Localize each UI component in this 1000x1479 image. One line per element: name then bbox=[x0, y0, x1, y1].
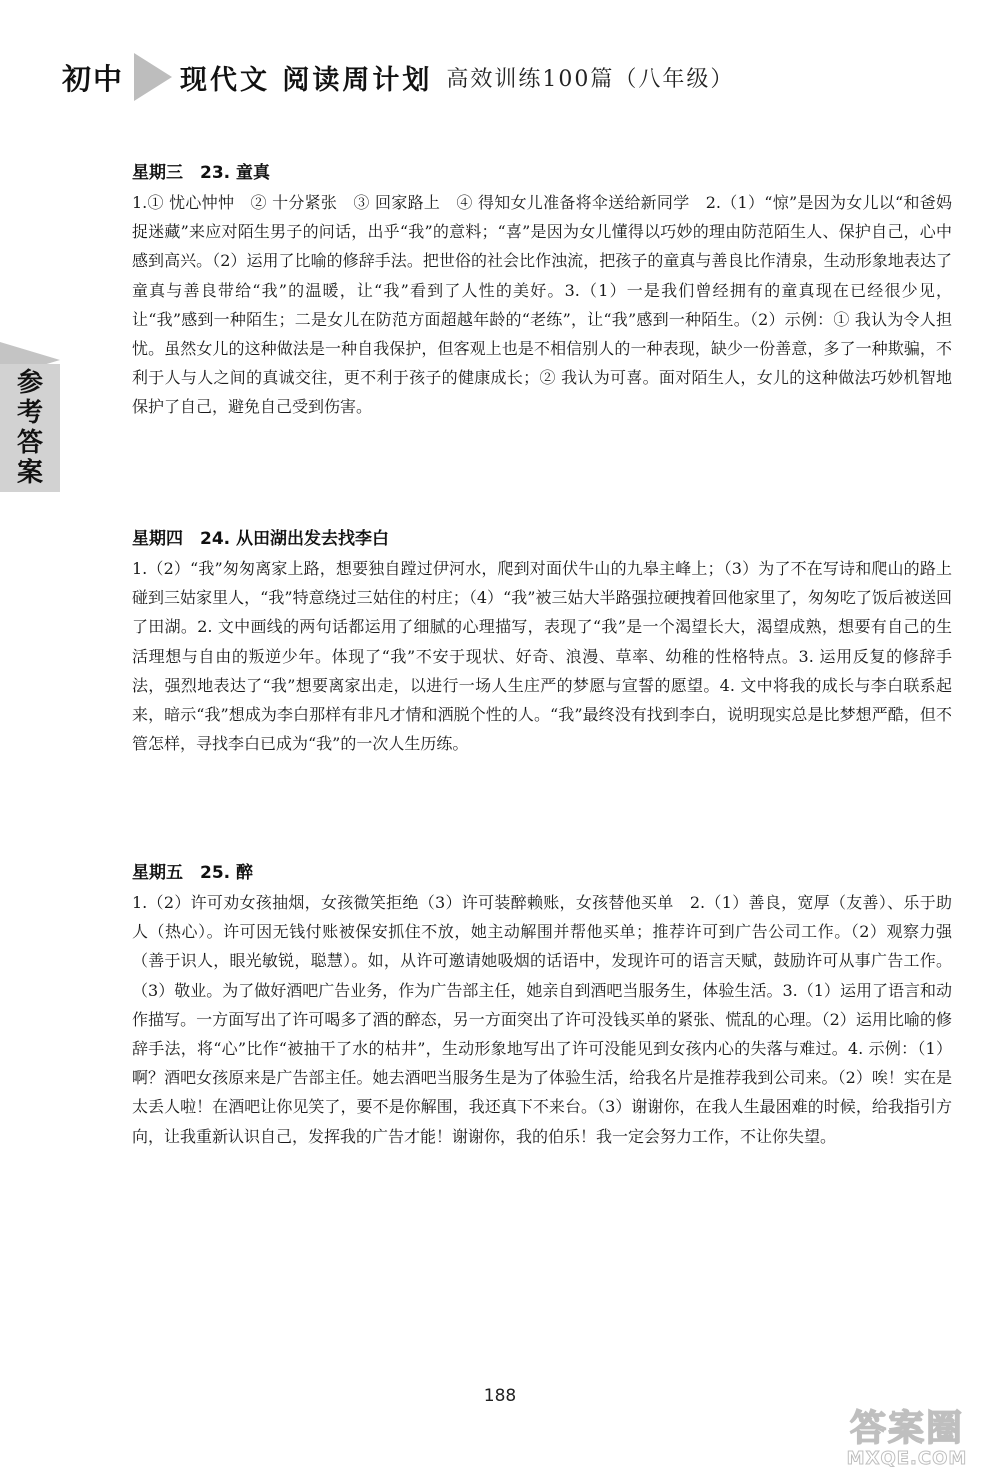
answer-section-wednesday bbox=[132, 158, 952, 422]
answer-section-friday bbox=[132, 858, 952, 1151]
answer-text: 1.① 忧心忡忡 ② 十分紧张 ③ 回家路上 ④ 得知女儿准备将伞送给新同学 2.（1）“惊”是因为女儿以“和爸妈捉迷藏”来应对陌生男子的问话，出乎“我”的意料；“喜”是因为女儿懂得以巧妙的理由防范陌生人、保护自己，心中感到高兴。（2）运用了比喻的修辞手法。把世俗的社会比作浊流，把孩子的童真与善良比作清泉，生动形象地表达了童真与善良带给“我”的温暖，让“我”看到了人性的美好。3.（1）一是我们曾经拥有的童真现在已经很少见，让“我”感到一种陌生；二是女儿在防范方面超越年龄的“老练”，让“我”感到一种陌生。（2）示例：① 我认为令人担忧。虽然女儿的这种做法是一种自我保护，但客观上也是不相信别人的一种表现，缺少一份善意，多了一种欺骗，不利于人与人之间的真诚交往，更不利于孩子的健康成长；② 我认为可喜。面对陌生人，女儿的这种做法巧妙机智地保护了自己，避免自己受到伤害。 bbox=[132, 193, 952, 417]
answer-text: 1.（2）“我”匆匆离家上路，想要独自蹚过伊河水，爬到对面伏牛山的九皋主峰上；（3）为了不在写诗和爬山的路上碰到三姑家里人，“我”特意绕过三姑住的村庄；（4）“我”被三姑大半路强拉硬拽着回他家里了，匆匆吃了饭后被送回了田湖。2. 文中画线的两句话都运用了细腻的心理描写，表现了“我”是一个渴望长大，渴望成熟，想要有自己的生活理想与自由的叛逆少年。体现了“我”不安于现状、好奇、浪漫、草率、幼稚的性格特点。3. 运用反复的修辞手法，强烈地表达了“我”想要离家出走，以进行一场人生庄严的梦愿与宣誓的愿望。4. 文中将我的成长与李白联系起来，暗示“我”想成为李白那样有非凡才情和洒脱个性的人。“我”最终没有找到李白，说明现实总是比梦想严酷，但不管怎样，寻找李白已成为“我”的一次人生历练。 bbox=[132, 559, 952, 754]
watermark-main-text: 答案圈 bbox=[849, 1408, 964, 1449]
watermark-url-text: MXQE.COM bbox=[846, 1448, 968, 1469]
header-series-title: 现代文 阅读周计划 bbox=[180, 64, 433, 96]
watermark-logo bbox=[832, 1400, 982, 1470]
header-triangle-icon bbox=[134, 53, 172, 101]
section-title: 星期四 24. 从田湖出发去找李白 bbox=[132, 529, 390, 549]
tab-body bbox=[0, 364, 60, 492]
header-level: 初中 bbox=[62, 61, 125, 96]
section-title: 星期三 23. 童真 bbox=[132, 163, 271, 183]
answer-text: 1.（2）许可劝女孩抽烟，女孩微笑拒绝（3）许可装醉赖账，女孩替他买单 2.（1）善良，宽厚（友善）、乐于助人（热心）。许可因无钱付账被保安抓住不放，她主动解围并帮他买单；推荐许可到广告公司工作。（2）观察力强（善于识人，眼光敏锐，聪慧）。如，从许可邀请她吸烟的话语中，发现许可的语言天赋，鼓励许可从事广告工作。（3）敬业。为了做好酒吧广告业务，作为广告部主任，她亲自到酒吧当服务生，体验生活。3.（1）运用了语言和动作描写。一方面写出了许可喝多了酒的醉态，另一方面突出了许可没钱买单的紧张、慌乱的心理。（2）运用比喻的修辞手法，将“心”比作“被抽干了水的枯井”，生动形象地写出了许可没能见到女孩内心的失落与难过。4. 示例：（1）啊？酒吧女孩原来是广告部主任。她去酒吧当服务生是为了体验生活，给我名片是推荐我到公司来。（2）唉！实在是太丢人啦！在酒吧让你见笑了，要不是你解围，我还真下不来台。（3）谢谢你，在我人生最困难的时候，给我指引方向，让我重新认识自己，发挥我的广告才能！谢谢你，我的伯乐！我一定会努力工作，不让你失望。 bbox=[132, 893, 952, 1146]
header-subtitle: 高效训练100篇（八年级） bbox=[446, 66, 735, 92]
page-number: 188 bbox=[483, 1386, 517, 1406]
tab-label: 参考答案 bbox=[16, 368, 43, 488]
answer-section-thursday bbox=[132, 524, 952, 758]
book-header bbox=[62, 52, 962, 102]
section-title: 星期五 25. 醉 bbox=[132, 863, 254, 883]
reference-answer-tab bbox=[0, 342, 64, 492]
